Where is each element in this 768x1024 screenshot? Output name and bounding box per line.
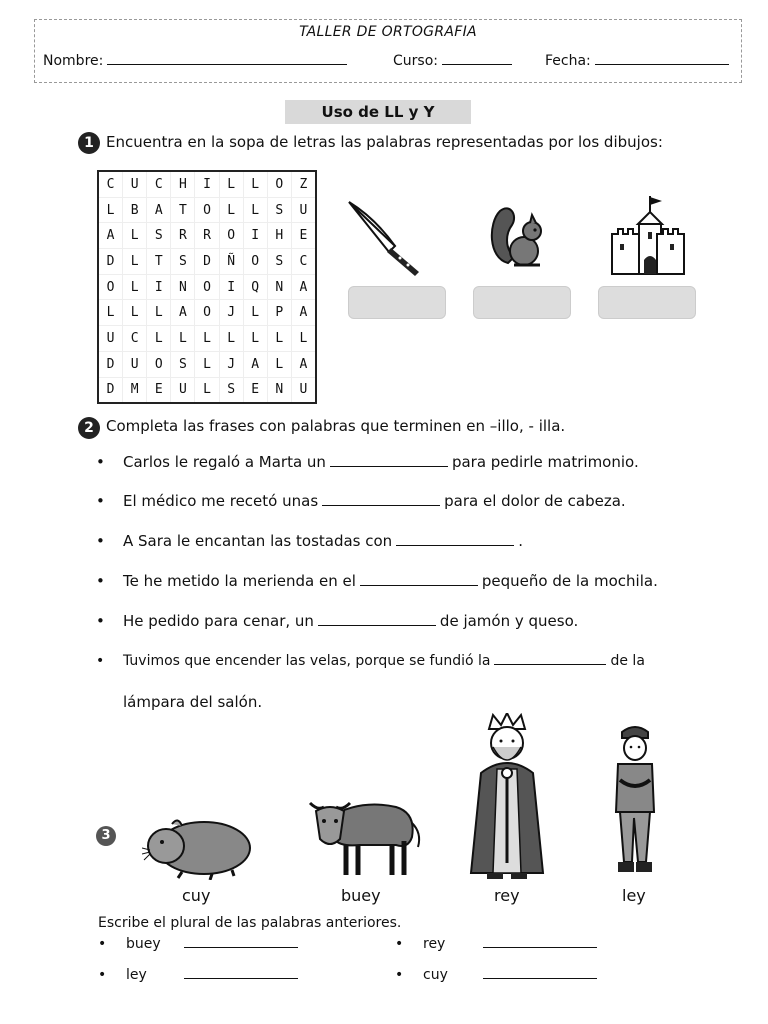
name-label: Nombre: [43,53,104,69]
grid-cell[interactable]: L [243,171,267,197]
grid-cell[interactable]: L [243,197,267,223]
answer-box-knife[interactable] [348,286,446,319]
worksheet-title: TALLER DE ORTOGRAFIA [299,24,477,40]
grid-cell[interactable]: I [219,274,243,300]
grid-cell[interactable]: A [243,351,267,377]
grid-cell[interactable]: L [123,249,147,275]
grid-cell[interactable]: A [98,223,123,249]
grid-cell[interactable]: S [219,377,243,403]
bullet: • [96,572,105,590]
word-rey: rey [494,886,520,905]
sentence-5: • He pedido para cenar, un de jamón y queso. [96,612,579,630]
grid-row [98,197,316,223]
plural-blank[interactable] [483,946,597,948]
knife-icon [345,198,425,278]
grid-cell[interactable]: E [243,377,267,403]
plural-item-ley: • ley [98,967,298,983]
blank-line[interactable] [360,584,478,586]
grid-cell[interactable]: L [291,326,316,352]
grid-row [98,326,316,352]
grid-cell[interactable]: L [243,326,267,352]
grid-cell[interactable]: O [267,171,291,197]
word-search-grid[interactable] [97,170,317,404]
grid-cell[interactable]: O [147,351,171,377]
grid-cell[interactable]: T [147,249,171,275]
grid-cell[interactable]: D [195,249,219,275]
grid-cell[interactable]: I [243,223,267,249]
grid-cell[interactable]: S [267,249,291,275]
grid-row [98,171,316,197]
grid-cell[interactable]: D [98,351,123,377]
grid-cell[interactable]: L [195,326,219,352]
sentence-2: • El médico me recetó unas para el dolor de cabeza. [96,492,626,510]
grid-cell[interactable]: L [243,300,267,326]
date-label: Fecha: [545,53,591,69]
castle-icon [608,194,688,276]
grid-cell[interactable]: A [147,197,171,223]
course-line[interactable] [442,63,512,65]
sentence-3: • A Sara le encantan las tostadas con . [96,532,523,550]
grid-cell[interactable]: Q [243,274,267,300]
grid-cell[interactable]: C [123,326,147,352]
grid-cell[interactable]: U [291,197,316,223]
exercise-2-number: 2 [78,417,100,439]
sentence-4: • Te he metido la merienda en el pequeño de la mochila. [96,572,658,590]
plural-item-buey: • buey [98,936,298,952]
grid-cell[interactable]: A [291,351,316,377]
grid-cell[interactable]: R [171,223,195,249]
plural-blank[interactable] [184,977,298,979]
grid-cell[interactable]: T [171,197,195,223]
header-box [34,19,742,83]
grid-cell[interactable]: S [267,197,291,223]
grid-cell[interactable]: L [195,351,219,377]
grid-cell[interactable]: L [267,351,291,377]
grid-cell[interactable]: J [219,300,243,326]
scout-icon [608,722,662,880]
name-line[interactable] [107,63,347,65]
blank-line[interactable] [330,465,448,467]
grid-cell[interactable]: I [147,274,171,300]
grid-cell[interactable]: L [147,300,171,326]
grid-cell[interactable]: O [98,274,123,300]
bullet: • [96,612,105,630]
grid-cell[interactable]: U [123,171,147,197]
plural-blank[interactable] [184,946,298,948]
date-line[interactable] [595,63,729,65]
plural-item-rey: • rey [395,936,597,952]
sentence-6: • Tuvimos que encender las velas, porque se fundió la de la [96,653,645,669]
grid-cell[interactable]: A [171,300,195,326]
grid-cell[interactable]: E [291,223,316,249]
bullet: • [96,453,105,471]
grid-cell[interactable]: N [267,274,291,300]
grid-cell[interactable]: O [243,249,267,275]
grid-cell[interactable]: L [123,300,147,326]
guinea-pig-icon [142,808,254,880]
grid-cell[interactable]: Ñ [219,249,243,275]
exercise-3-instruction: Escribe el plural de las palabras anteriores. [98,915,402,931]
grid-cell[interactable]: D [98,249,123,275]
grid-cell[interactable]: S [147,223,171,249]
word-ley: ley [622,886,646,905]
grid-row [98,300,316,326]
course-label: Curso: [393,53,438,69]
exercise-3-number: 3 [96,826,116,846]
king-icon [467,713,547,881]
grid-cell[interactable]: L [219,197,243,223]
name-field[interactable] [43,53,347,69]
grid-cell[interactable]: L [267,326,291,352]
bullet: • [96,492,105,510]
grid-row [98,377,316,403]
grid-cell[interactable]: L [195,377,219,403]
grid-cell[interactable]: O [195,197,219,223]
sentence-6-continuation: lámpara del salón. [123,693,263,711]
grid-cell[interactable]: L [147,326,171,352]
grid-cell[interactable]: S [171,351,195,377]
grid-cell[interactable]: U [291,377,316,403]
grid-cell[interactable]: P [267,300,291,326]
grid-cell[interactable]: L [123,274,147,300]
grid-cell[interactable]: I [195,171,219,197]
grid-row [98,274,316,300]
grid-cell[interactable]: L [123,223,147,249]
grid-cell[interactable]: H [171,171,195,197]
grid-cell[interactable]: S [171,249,195,275]
blank-line[interactable] [396,544,514,546]
exercise-1-number: 1 [78,132,100,154]
grid-cell[interactable]: A [291,300,316,326]
word-buey: buey [341,886,381,905]
grid-cell[interactable]: L [98,300,123,326]
grid-cell[interactable]: C [147,171,171,197]
grid-cell[interactable]: L [219,171,243,197]
blank-line[interactable] [318,624,436,626]
grid-cell[interactable]: U [98,326,123,352]
ox-icon [300,783,424,883]
grid-cell[interactable]: C [98,171,123,197]
plural-blank[interactable] [483,977,597,979]
answer-box-castle[interactable] [598,286,696,319]
grid-cell[interactable]: M [123,377,147,403]
plural-item-cuy: • cuy [395,967,597,983]
grid-cell[interactable]: C [291,249,316,275]
grid-cell[interactable]: J [219,351,243,377]
grid-row [98,223,316,249]
blank-line[interactable] [322,504,440,506]
answer-box-squirrel[interactable] [473,286,571,319]
grid-cell[interactable]: L [171,326,195,352]
grid-cell[interactable]: Z [291,171,316,197]
grid-cell[interactable]: L [98,197,123,223]
bullet: • [96,532,105,550]
grid-cell[interactable]: R [195,223,219,249]
topic-heading: Uso de LL y Y [285,100,471,124]
bullet: • [96,653,105,669]
grid-cell[interactable]: U [123,351,147,377]
grid-row [98,249,316,275]
grid-cell[interactable]: N [267,377,291,403]
grid-cell[interactable]: L [219,326,243,352]
word-cuy: cuy [182,886,211,905]
grid-cell[interactable]: N [171,274,195,300]
grid-cell[interactable]: B [123,197,147,223]
grid-cell[interactable]: H [267,223,291,249]
exercise-1-instruction: Encuentra en la sopa de letras las palabras representadas por los dibujos: [106,133,663,151]
grid-cell[interactable]: D [98,377,123,403]
blank-line[interactable] [494,663,606,665]
sentence-1: • Carlos le regaló a Marta un para pedirle matrimonio. [96,453,639,471]
grid-cell[interactable]: O [219,223,243,249]
grid-cell[interactable]: A [291,274,316,300]
course-field[interactable] [393,53,512,69]
squirrel-icon [488,203,552,271]
grid-cell[interactable]: O [195,300,219,326]
grid-row [98,351,316,377]
date-field[interactable] [545,53,729,69]
grid-cell[interactable]: U [171,377,195,403]
exercise-2-instruction: Completa las frases con palabras que terminen en –illo, - illa. [106,417,566,435]
grid-cell[interactable]: O [195,274,219,300]
grid-cell[interactable]: E [147,377,171,403]
